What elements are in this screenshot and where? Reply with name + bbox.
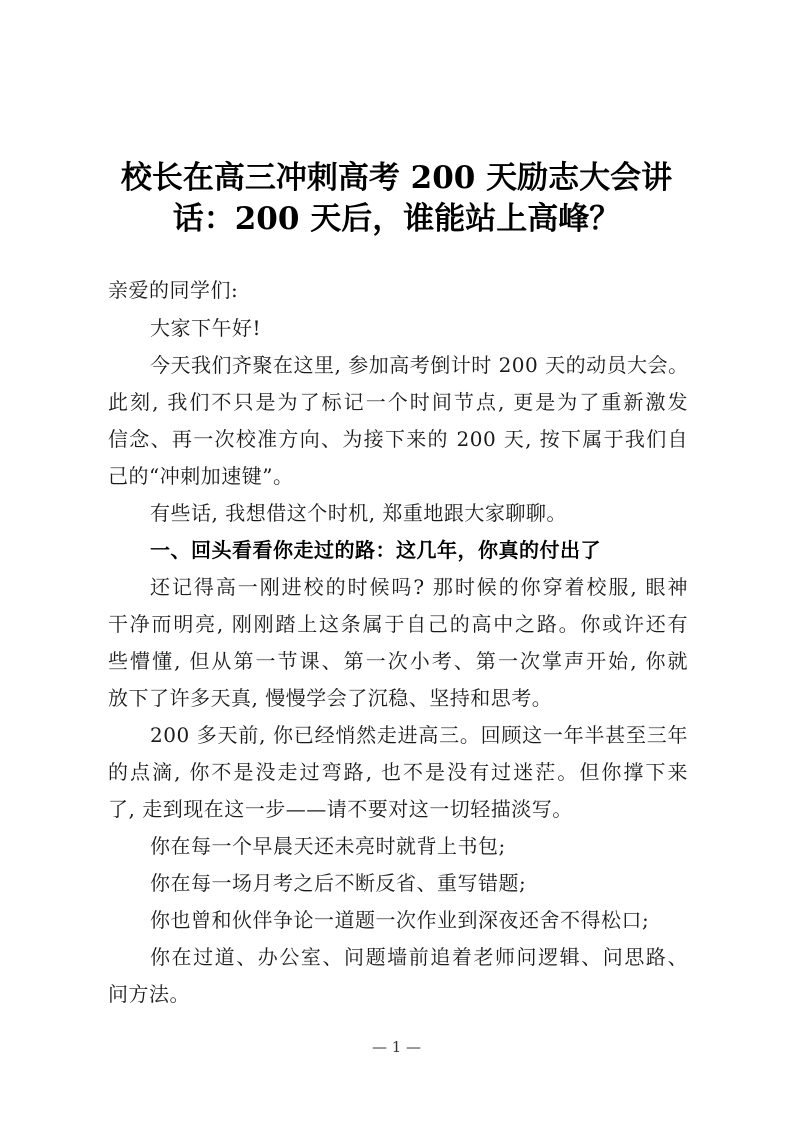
- section-paragraph-1-line-1: 还记得高一刚进校的时候吗? 那时候的你穿着校服, 眼神: [150, 575, 688, 599]
- section-paragraph-4-line-1: 你在每一场月考之后不断反省、重写错题;: [150, 871, 527, 895]
- section-paragraph-2-line-3: 了, 走到现在这一步——请不要对这一切轻描淡写。: [108, 797, 573, 821]
- paragraph-1-line-4: 己的“冲刺加速键”。: [108, 464, 294, 488]
- section-paragraph-2-line-1: 200 多天前, 你已经悄然走进高三。回顾这一年半甚至三年: [150, 723, 688, 747]
- section-paragraph-1-line-2: 干净而明亮, 刚刚踏上这条属于自己的高中之路。你或许还有: [108, 612, 688, 636]
- section-heading: 一、回头看看你走过的路：这几年，你真的付出了: [150, 538, 601, 562]
- section-paragraph-6-line-2: 问方法。: [108, 982, 190, 1006]
- section-paragraph-6-line-1: 你在过道、办公室、问题墙前追着老师问逻辑、问思路、: [150, 945, 688, 969]
- section-paragraph-3-line-1: 你在每一个早晨天还未亮时就背上书包;: [150, 834, 506, 858]
- salutation: 亲爱的同学们:: [108, 278, 239, 302]
- greeting: 大家下午好!: [150, 316, 262, 340]
- section-paragraph-2-line-2: 的点滴, 你不是没走过弯路, 也不是没有过迷茫。但你撑下来: [108, 760, 688, 784]
- title-line-2: 话：200 天后，谁能站上高峰？: [172, 201, 621, 237]
- paragraph-2-line-1: 有些话, 我想借这个时机, 郑重地跟大家聊聊。: [150, 501, 567, 525]
- title-line-1: 校长在高三冲刺高考 200 天励志大会讲: [120, 160, 673, 196]
- paragraph-1-line-2: 此刻, 我们不只是为了标记一个时间节点, 更是为了重新激发: [108, 390, 688, 414]
- section-paragraph-1-line-3: 些懵懂, 但从第一节课、第一次小考、第一次掌声开始, 你就: [108, 649, 688, 673]
- paragraph-1-line-3: 信念、再一次校准方向、为接下来的 200 天, 按下属于我们自: [108, 427, 688, 451]
- page-number: — 1 —: [371, 1038, 422, 1056]
- paragraph-1-line-1: 今天我们齐聚在这里, 参加高考倒计时 200 天的动员大会。: [150, 353, 689, 377]
- section-paragraph-5-line-1: 你也曾和伙伴争论一道题一次作业到深夜还舍不得松口;: [150, 908, 650, 932]
- section-paragraph-1-line-4: 放下了许多天真, 慢慢学会了沉稳、坚持和思考。: [108, 686, 553, 710]
